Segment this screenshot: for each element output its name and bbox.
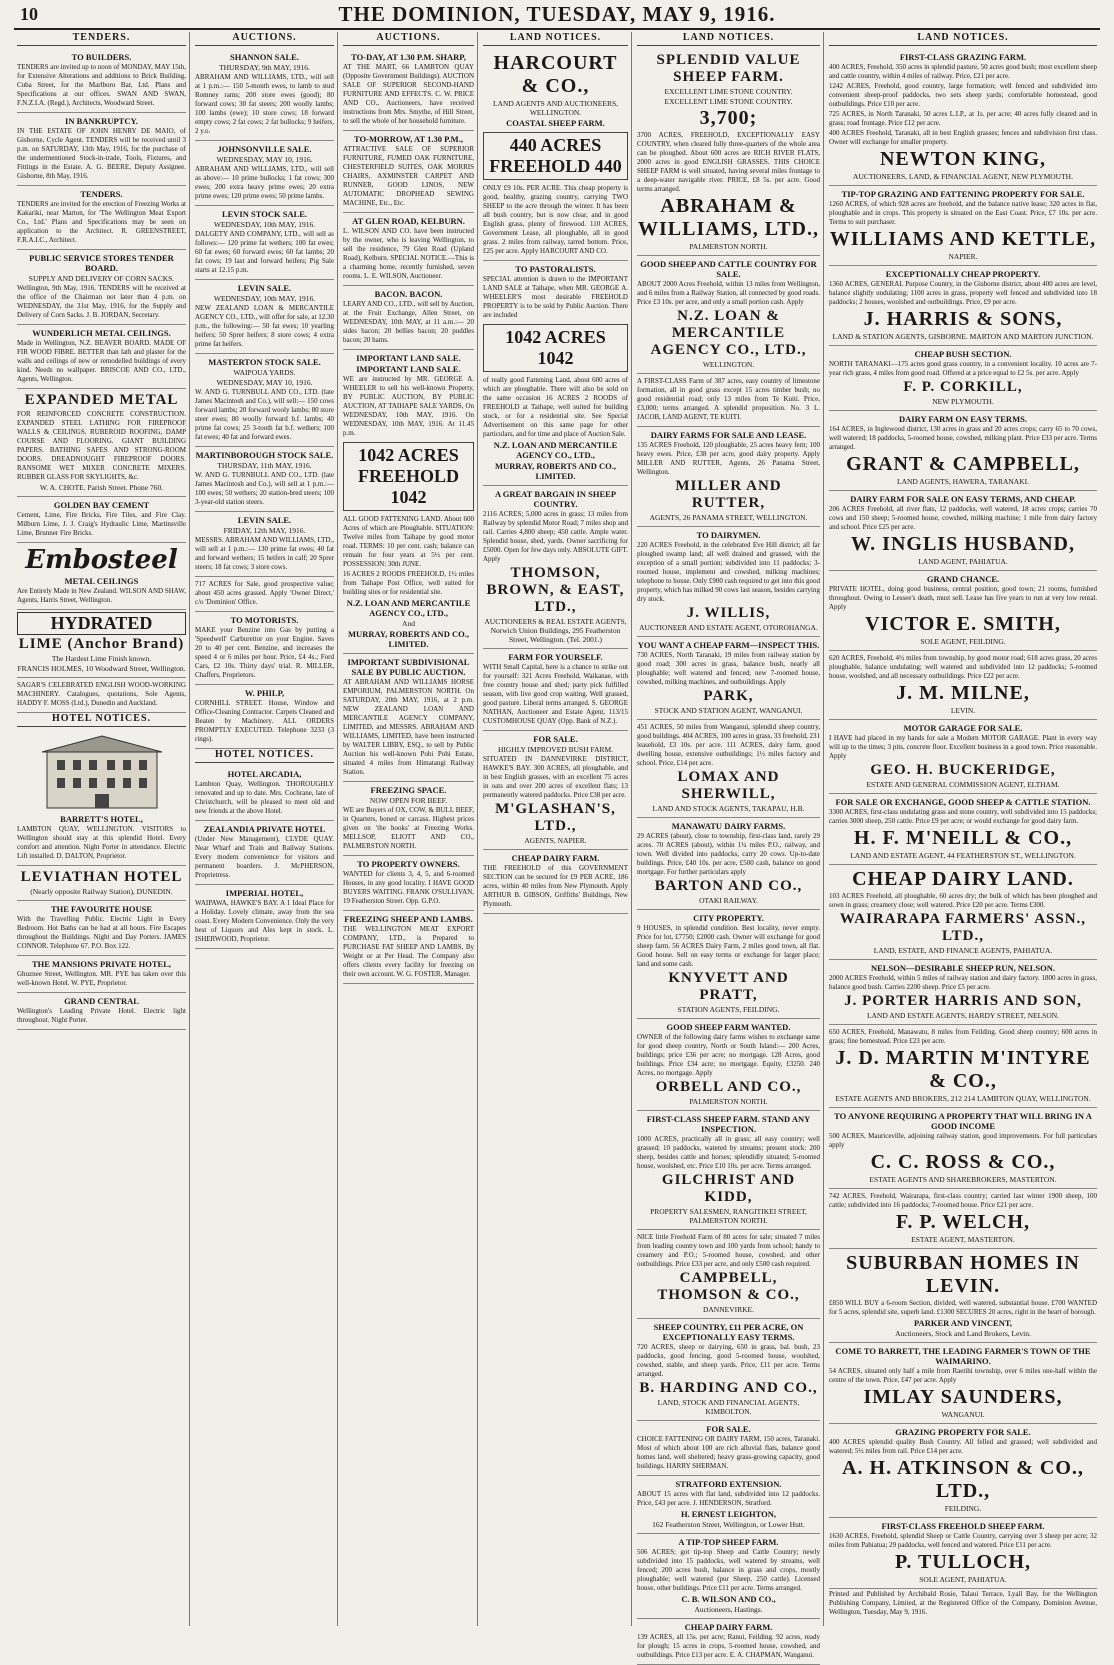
ad-arcadia: HOTEL ARCADIA, Lambton Quay, Wellington. THOROUGHLY renovated and up to date. Mrs. Cochrane, late of Christchurch, will be pleased to meet old and new friends at the above Hotel. xyxy=(195,766,334,821)
ad-hydrated-lime: HYDRATED LIME (Anchor Brand) The Hardest Lime Finish known. FRANCIS HOLMES, 10 Woodward Street, Wellington. xyxy=(17,610,186,678)
ad-dairymen: TO DAIRYMEN. 220 ACRES Freehold, in the celebrated Eve Hill district; all far ploughed swamp land; all well drained and grassed, with the exception of a small portion; subdivided into 11 paddocks; 3-roomed house, implement and cowshed, milking machines; telephone to house. Only £900 cash required to get into this good property, which has milked 90 cows last season, besides carrying dry stock. J. WILLIS, AUCTIONEER AND ESTATE AGENT, OTOROHANGA. xyxy=(637,527,820,637)
ad-levin-sale: LEVIN SALE. WEDNESDAY, 10th MAY, 1916. NEW ZEALAND LOAN & MERCANTILE AGENCY CO., LTD., will offer for sale, at 12.30 p.m., the following:— 50 fat ewes; 10 yearling heifers; 50 Sprer heifers; 8 store cows; 4 extra prime fat heifers. xyxy=(195,280,334,354)
ad-exchange-station: FOR SALE OR EXCHANGE, GOOD SHEEP & CATTLE STATION. 3300 ACRES, first-class undulating grass and stone country, well subdivided into 15 paddocks; carries 3000 sheep, 250 cattle. Price £9 per acre; or would exchange for good dairy farm. H. F. M'NEILL & CO., LAND AND ESTATE AGENT, 44 FEATHERSTON ST., WELLINGTON. xyxy=(829,794,1097,865)
ad-shannon-sale: SHANNON SALE. THURSDAY, 9th MAY, 1916. ABRAHAM AND WILLIAMS, LTD., will sell at 1 p.m.:— 150 5-month ewes, to lamb to stud Romney rams; 200 store ewes (good); 80 forward cows; 30 fat steers; 200 woolly lambs; 100 lambs (ewe); 10 store cows; 18 forward empty cows; 2 fat cows; 2 fat bullocks; 9 heifers, 2 y.o. xyxy=(195,49,334,141)
acres-box: 1042 ACRES FREEHOLD 1042 xyxy=(343,442,474,511)
ad-bush-farm: FOR SALE. HIGHLY IMPROVED BUSH FARM. SITUATED IN DANNEVIRKE DISTRICT, HAWKE'S BAY. 300 ACRES, all ploughable, and in best English grasses, with an excellent 75 acres in oats and over 200 acres of excellent flats; 13 permanently watered paddocks. Price £38 per acre. M'GLASHAN'S, LTD., AGENTS, NAPIER. xyxy=(483,731,628,850)
ad-important-land-sale: IMPORTANT LAND SALE. IMPORTANT LAND SALE. WE are instructed by MR. GEORGE A. WHEELER to sell his well-known Property, BY PUBLIC AUCTION, BY PUBLIC AUCTION, AT TAIHAPE SALE YARDS, On WEDNESDAY, 10th MAY, 1916. On WEDNESDAY, 10th MAY, 1916. At 11.45 p.m. 1042 ACRES FREEHOLD 1042 ALL GOOD FATTENING LAND. About 600 Acres of which are Ploughable. SITUATION: Twelve miles from Taihape by good motor road. TERMS: 10 per cent. cash; balance can remain for four years at 5½ per cent. POSSESSION: 30th JUNE. 16 ACRES 2 ROODS FREEHOLD, 1½ miles from Taihape Post Office, well suited for building sites or for residential site. N.Z. LOAN AND MERCANTILE AGENCY CO., LTD., And MURRAY, ROBERTS AND CO., LIMITED. xyxy=(343,350,474,654)
ad-expanded-metal: EXPANDED METAL FOR REINFORCED CONCRETE CONSTRUCTION. EXPANDED STEEL LATHING FOR FIREPROOF WALLS & CEILINGS. RUBEROID ROOFING, DAMP COURSE AND FLOORING. GIANT BUILDING PAPERS. BATHING SAFES AND STRONG-ROOM DOORS. DREADNOUGHT FIREPROOF DOORS. RANSOME WET MIXER CONCRETE MIXERS. RUBBER GLASS FOR SKYLIGHTS, &c. W. A. CHOTE. Parish Street. Phone 760. xyxy=(17,389,186,497)
ad-welch: 742 ACRES, Freehold, Wairarapa, first-class country; carried last winter 1900 sheep, 100 cattle; subdivided into 16 paddocks; 7-roomed house. Price £21 per acre. F. P. WELCH, ESTATE AGENT, MASTERTON. xyxy=(829,1189,1097,1249)
ad-cheap-dairy: CHEAP DAIRY FARM. 139 ACRES, all 15s. per acre; Ranui, Feilding. 92 acres, ready for plough; 15 acres in crops, 5-roomed house, cowshed, and outbuildings. Price £13 per acre. E. A. CHAPMAN, Wanganui. xyxy=(637,1619,820,1665)
ad-first-class-sheep: FIRST-CLASS SHEEP FARM. STAND ANY INSPECTION. 1000 ACRES, practically all in grass; all easy country; well grassed; 10 paddocks, watered by streams; present stock: 200 sheep, besides cattle and horses; splendidly situated; 5-roomed house, woolshed, etc. Price £10 10s. per acre. Terms arranged. GILCHRIST AND KIDD, PROPERTY SALESMEN, RANGITIKEI STREET, PALMERSTON NORTH. xyxy=(637,1111,820,1230)
ad-nelson-run: NELSON—DESIRABLE SHEEP RUN, NELSON. 2000 ACRES Freehold, within 5 miles of railway station and dairy factory. 1800 acres in grass, balance good bush. Carries 2200 sheep. Price £5 per acre. J. PORTER HARRIS AND SON, LAND AND ESTATE AGENTS, HARDY STREET, NELSON. xyxy=(829,960,1097,1025)
ad-suburban-homes: SUBURBAN HOMES IN LEVIN. £850 WILL BUY a 6-room Section, divided, well watered, substantial house. £700 WANTED for 5 acres, splendid site, superb land. £1300 SECURES 20 acres, right in the heart of borough. PARKER AND VINCENT, Auctioneers, Stock and Land Brokers, Levin. xyxy=(829,1249,1097,1343)
ad-good-income: TO ANYONE REQUIRING A PROPERTY THAT WILL BRING IN A GOOD INCOME 500 ACRES, Mauriceville, adjoining railway station, good improvements. For full particulars apply C. C. ROSS & CO., ESTATE AGENTS AND SHAREBROKERS, MASTERTON. xyxy=(829,1108,1097,1189)
newspaper-title: THE DOMINION, TUESDAY, MAY 9, 1916. xyxy=(338,2,776,26)
section-header: AUCTIONS. xyxy=(343,32,474,46)
ad-tiptop-grazing: TIP-TOP GRAZING AND FATTENING PROPERTY FOR SALE. 1260 ACRES, of which 928 acres are freehold, and the balance native lease; 320 acres in flat, ploughable and in crops. This property is situated on the East Coast. Price, £7 10s. per acre. Terms to suit purchaser. WILLIAMS AND KETTLE, NAPIER. xyxy=(829,186,1097,266)
ad-johnsonville-sale: JOHNSONVILLE SALE. WEDNESDAY, MAY 10, 1916. ABRAHAM AND WILLIAMS, LTD., will sell as above:— 10 prime bullocks; 1 fat cows; 300 ewes; 200 extra heavy prime ewes; 20 extra prime ewes; 120 prime ewes; 50 prime lambs. xyxy=(195,141,334,206)
ad-freehold-sheep: FIRST-CLASS FREEHOLD SHEEP FARM. 1630 ACRES, Freehold, splendid Sheep or Cattle Country, carrying over 3 sheep per acre; 32 miles from Pahiatua; 29 paddocks, well fenced and watered. Price £11 per acre. P. TULLOCH, SOLE AGENT, PAHIATUA. xyxy=(829,1518,1097,1589)
ad-lomax: 451 ACRES, 50 miles from Wanganui, splendid sheep country, good buildings. 404 ACRES, 100 acres in grass, 33 freehold, 231 leasehold, £3 10s. per acre. 111 ACRES, dairy farm, good dwelling house, extensive outbuildings; 1½ miles factory and school. Price, £14 per acre. LOMAX AND SHERWILL, LAND AND STOCK AGENTS, TAKAPAU, H.B. xyxy=(637,720,820,818)
ad-sagar: SAGAR'S CELEBRATED ENGLISH WOOD-WORKING MACHINERY. Catalogues, quotations, Sole Agents, HADDY F. MOSS (Ltd.), Dunedin and Auckland. xyxy=(17,678,186,713)
ad-grazing-property: GRAZING PROPERTY FOR SALE. 400 ACRES splendid quality Bush Country. All felled and grassed; well subdivided and watered; 5½ miles from rail. Price £14 per acre. A. H. ATKINSON & CO., LTD., FEILDING. xyxy=(829,1424,1097,1518)
ad-philp: W. PHILP, CORNHILL STREET. House, Window and Office-Cleaning Contractor. Carpets Cleaned and Beaten by Machinery. ALL ORDERS PROMPTLY EXECUTED. Telephone 3233 (3 rings). xyxy=(195,685,334,749)
ad-motor-garage: MOTOR GARAGE FOR SALE. I HAVE had placed in my hands for sale a Modern MOTOR GARAGE. Plant in every way will up to the times; 3 pits, concrete floor. Excellent business in a good town. Price reasonable. Apply GEO. H. BUCKERIDGE, ESTATE AND GENERAL COMMISSION AGENT, ELTHAM. xyxy=(829,720,1097,794)
ad-embosteel: Embosteel METAL CEILINGS Are Entirely Made in New Zealand. WILSON AND SHAW, Agents, Harris Street, Wellington. xyxy=(17,543,186,610)
column-land-1 xyxy=(480,32,632,1626)
printer-imprint: Printed and Published by Archibald Rosie, Talaui Terrace, Lyall Bay, for the Wellington Publishing Company, Limited, at the Registered Office of the Company, Dominion Avenue, Wellington, Tuesday, May 9, 1916. xyxy=(829,1590,1097,1616)
section-header: TENDERS. xyxy=(17,32,186,46)
masthead xyxy=(14,0,1100,30)
acres-box: 440 ACRES FREEHOLD 440 xyxy=(483,132,628,180)
ad-masterton-sale: MASTERTON STOCK SALE. WAIPOUA YARDS. WEDNESDAY, MAY 10, 1916. W. AND G. TURNBULL AND CO., LTD. (late James Macintosh and Co.), will sell:— 150 cows forward lambs; 20 forward wooly lambs; 80 store steer ewes; 80 woolly forward b.f. lambs; 40 prime fat cows; 25 3-tooth fat b.f. wethers; 100 fat ewes; 40 fat and forward ewes. xyxy=(195,354,334,447)
ad-imperial: IMPERIAL HOTEL, WAIPAWA, HAWKE'S BAY. A 1 Ideal Place for a Holiday. Lovely climate, away from the sea coast. Every Modern Convenience. Only the very best of Liquors and Ales kept in stock. L. ISHERWOOD, Proprietor. xyxy=(195,885,334,949)
ad-golden-bay: GOLDEN BAY CEMENT Cement, Lime, Fire Bricks, Fire Tiles, and Fire Clay. Milburn Lime, J. J. Craig's Hydraulic Lime, Martinsville Lime, Brunner Fire Bricks. xyxy=(17,497,186,543)
ad-great-bargain: A GREAT BARGAIN IN SHEEP COUNTRY. 2116 ACRES; 5,000 acres in grass; 13 miles from Railway by splendid Motor Road; 7 miles shop and rail. Carries 4,800 sheep; 450 cattle. Ample water. Splendid house, shed, yards. Owner sacrificing for £5000. Open for few days only. ABSOLUTE GIFT. Apply THOMSON, BROWN, & EAST, LTD., AUCTIONEERS & REAL ESTATE AGENTS, Norwich Union Buildings, 295 Featherston Street, Wellington. (Tel. 2001.) xyxy=(483,486,628,649)
ad-martin-mintyre: 650 ACRES, Freehold, Manawatu, 8 miles from Feilding. Good sheep country; 600 acres in grass; fine homestead. Price £23 per acre. J. D. MARTIN M'INTYRE & CO., ESTATE AGENTS AND BROKERS, 212 214 LAMBTON QUAY, WELLINGTON. xyxy=(829,1025,1097,1108)
ad-martinborough-sale: MARTINBOROUGH STOCK SALE. THURSDAY, 11th MAY, 1916. W. AND G. TURNBULL AND CO., LTD. (late James Macintosh and Co.), will sell at 1 p.m.:— 100 ewes; 50 wethers; 20 station-bred steers; 100 3-year-old station steers. xyxy=(195,447,334,512)
ad-farm-for-yourself: FARM FOR YOURSELF. WITH Small Capital, here is a chance to strike out for yourself: 321 Acres Freehold, Waikanae, with free country house and shed; party pick fulfilled season, with live good crop waiting. Well grassed, good pasture. Liberal terms arranged. S. GEORGE NATHAN, Auctioneer and Estate Agent, 113/15 CUSTOMHOUSE QUAY (Opp. Bank of N.Z.). xyxy=(483,649,628,731)
ad-stratford: STRATFORD EXTENSION. ABOUT 15 acres with flat land, subdivided into 12 paddocks. Price, £43 per acre. J. HENDERSON, Stratford. H. ERNEST LEIGHTON, 162 Featherston Street, Wellington, or Lower Hutt. xyxy=(637,1476,820,1534)
ad-good-sheep-country: GOOD SHEEP AND CATTLE COUNTRY FOR SALE. ABOUT 2000 Acres Freehold, within 13 miles from Wellington, and 6 miles from a Railway Station, all connected by good roads. Price £3 10s. per acre, and only a small portion cash. Apply N.Z. LOAN & MERCANTILE AGENCY CO., LTD., WELLINGTON. xyxy=(637,256,820,374)
ad-grand-chance: GRAND CHANCE. PRIVATE HOTEL, doing good business, central position, good town; 21 rooms, furnished throughout. Owing to Lessee's death, must sell. Lease has five years to run at very low rental. Apply VICTOR E. SMITH, SOLE AGENT, FEILDING. xyxy=(829,571,1097,651)
ad-motorists: TO MOTORISTS. MAKE your Benzine into Gas by putting a 'Speedwell' Carburettor on your Engine. Saves 20 to 40 per cent. Benzine, and increases the speed 4 or 6 miles per hour. Price, £4 4s.; Ford Cars, £2 10s. Thirty days' trial. R. MILLER, Chaffers, Proprietors. xyxy=(195,612,334,685)
column-land-3 xyxy=(826,32,1100,1626)
ad-tiptop-sheep: A TIP-TOP SHEEP FARM. 506 ACRES; got tip-top Sheep and Cattle Country; newly subdivided into 15 paddocks, well watered by streams, well fenced; 200 acres bush, balance in grass and crops, mostly ploughable; well watered (pur Sheep, 250 cattle). Licensed house, other buildings. Price £11 per acre. Terms arranged. C. B. WILSON AND CO., Auctioneers, Hastings. xyxy=(637,1534,820,1619)
section-header-hotels: HOTEL NOTICES. xyxy=(17,713,186,727)
ad-freezing-sheep: FREEZING SHEEP AND LAMBS. THE WELLINGTON MEAT EXPORT COMPANY, LTD., is Prepared to PURCHASE FAT SHEEP AND LAMBS, By Weight or at Per Head. The Company also offers clients every facility for freezing on their own account. W. G. FOSTER, Manager. xyxy=(343,911,474,984)
embosteel-logo: Embosteel xyxy=(25,545,178,575)
page-number: 10 xyxy=(20,4,38,24)
ad-barretts-hotel: BARRETT'S HOTEL, LAMBTON QUAY, WELLINGTON. VISITORS to Wellington should stay at this splendid Hotel. Every comfort and attention. Night Porter in attendance. Electric Lift installed. D. DALTON, Proprietor. xyxy=(17,730,186,866)
ad-cheap-dairy-farm: CHEAP DAIRY FARM. THE FREEHOLD of this GOVERNMENT SECTION can be secured for £9 PER ACRE, 186 acres, within 40 miles from New Plymouth. Apply ARTHUR B. GIBSON, Griffiths' Buildings, New Plymouth. xyxy=(483,850,628,914)
ad-dairy-farms-lease: DAIRY FARMS FOR SALE AND LEASE. 135 ACRES Freehold, 120 ploughable, 25 acres heavy fern; 100 heavy ewes. Price, £38 per acre, good dairy property. Apply MILLER AND RUTTER, Agents, 26 Panama Street, Wellington. MILLER AND RUTTER, AGENTS, 26 PANAMA STREET, WELLINGTON. xyxy=(637,427,820,527)
ad-dairy-easy-terms: DAIRY FARM ON EASY TERMS. 164 ACRES, in Inglewood district, 130 acres in grass and 20 acres crops; carry 65 to 70 cows, well watered; 18 paddocks, 5-roomed house, cowshed, milking plant. Price £33 per acre. Terms arranged. GRANT & CAMPBELL, LAND AGENTS, HAWERA, TARANAKI. xyxy=(829,411,1097,491)
ad-today-sale: TO-DAY, AT 1.30 P.M. SHARP, AT THE MART, 66 LAMBTON QUAY (Opposite Government Buildings). AUCTION SALE OF SUPERIOR SECOND-HAND FURNITURE AND EFFECTS. C. W. PRICE AND CO., Auctioneers, have received instructions from Mrs. Smythe, of Hill Street, to sell the whole of her household furniture. xyxy=(343,49,474,131)
column-auctions-1 xyxy=(192,32,338,1626)
section-header: LAND NOTICES. xyxy=(637,32,820,46)
ad-freezing-works: TENDERS. TENDERS are invited for the erection of Freezing Works at Kakariki, near Marton, for 'The Wellington Meat Export Co., Ltd.' Plans and Specifications may be seen on application to the Architect. R. GREENSTREET, F.R.A.I.C., Architect. xyxy=(17,186,186,250)
ad-dairy-cheap: DAIRY FARM FOR SALE ON EASY TERMS, AND CHEAP. 206 ACRES Freehold, all river flats, 12 paddocks, well watered, 18 acres crops; carries 70 cows and 150 sheep; 5-roomed house, cowshed, milking machine; 1 mile from dairy factory and school. Price £25 per acre. W. INGLIS HUSBAND, LAND AGENT, PAHIATUA. xyxy=(829,491,1097,571)
ad-waimarino: COME TO BARRETT, THE LEADING FARMER'S TOWN OF THE WAIMARINO. 54 ACRES, situated only half a mile from Raetihi township, over 6 miles one-half within the centre of the town. Price, £47 per acre. Apply IMLAY SAUNDERS, WANGANUI. xyxy=(829,1343,1097,1424)
ad-harcourt: HARCOURT & CO., LAND AGENTS AND AUCTIONEERS, WELLINGTON. COASTAL SHEEP FARM. 440 ACRES FREEHOLD 440 ONLY £9 10s. PER ACRE. This cheap property is good, healthy, grazing country, carrying TWO SHEEP to the acre through the winter. It has been all bush country, but is now clear, and in good English grass, plenty of firewood. 110 ACRES, Government Lease, all ploughable, all in good grass. 2 miles from railway, tarred bottom. Price, £25 per acre. Apply HARCOURT AND CO. xyxy=(483,49,628,261)
ad-cheap-bush: CHEAP BUSH SECTION. NORTH TARANAKI—175 acres good grass country, in a convenient locality. 10 acres are 7-year rich grass, 4 miles from good road. Offered at a price equal to £2 5s. per acre. Apply F. P. CORKILL, NEW PLYMOUTH. xyxy=(829,346,1097,411)
ad-cheap-farm: YOU WANT A CHEAP FARM—INSPECT THIS. 730 ACRES, North Taranaki, 19 miles from railway station by good road; 300 acres in grass, balance bush, nearly all ploughable; well watered and fenced; new 7-roomed house, cowshed, milking machines, and outbuildings. Apply PARK, STOCK AND STATION AGENT, WANGANUI. xyxy=(637,637,820,720)
ad-bankruptcy: IN BANKRUPTCY. IN THE ESTATE OF JOHN HENRY DE MAIO, of Gisborne, Cycle Agent. TENDERS will be received until 3 p.m. on SATURDAY, 13th May, 1916, for the purchase of the undermentioned Stock-in-trade, Tools, Fixtures, and Fittings in the Estate. A. G. BEERE, Deputy Assignee. Gisborne, 8th May, 1916. xyxy=(17,113,186,186)
ad-builders: TO BUILDERS. TENDERS are invited up to noon of MONDAY, MAY 15th, for Extensive Alterations and additions to Brick Building, Cuba Street, for the Marlboro Bar, Ltd. Plans and Specifications at our offices. SWAN AND SWAN, F.N.Z.I.A. (Regd.), Architects, Woodward Street. xyxy=(17,49,186,113)
ad-glen-road: AT GLEN ROAD, KELBURN. L. WILSON AND CO. have been instructed by the owner, who is leaving Wellington, to sell the residence, 79 Glen Road (Upland Road), Kelburn. SPECIAL NOTICE.—This is a charming home, recently furnished, seven rooms. L. E. WILSON, Auctioneer. xyxy=(343,213,474,286)
ad-manawatu: MANAWATU DAIRY FARMS. 29 ACRES (about), close to township, first-class land, rarely 29 acres. 70 ACRES (about), within 1¼ miles P.O., railway, and town. Well divided into paddocks, carry 20 cows. Up-to-date buildings. Price, £40 10s. per acre, £500 cash, balance on good mortgage. For further particulars apply BARTON AND CO., OTAKI RAILWAY. xyxy=(637,818,820,910)
ad-freezing-space: FREEZING SPACE. NOW OPEN FOR BEEF. WE are Buyers of OX, COW, & BULL BEEF, in Quarters, boned or carcass. Highest prices given on 'the hooks' at Freezing Works. MELLSOP, ELIOTT AND CO., PALMERSTON NORTH. xyxy=(343,782,474,856)
ad-grazing-farm: FIRST-CLASS GRAZING FARM. 400 ACRES, Freehold, 350 acres in splendid pasture, 50 acres good bush; most excellent sheep and cattle country, within 4 miles of railway. Price, £21 per acre. 1242 ACRES, Freehold, good country, large formation; well fenced and subdivided into convenient sheep-proof paddocks, two sets sheep yards; comfortable homestead, good outbuildings. Price £10 per acre. 725 ACRES, in North Taranaki, 50 acres L.I.P., at 1s. per acre; 40 acres fully cleared and in grass; road frontage. Price £12 per acre. 400 ACRES Freehold, Taranaki, all in best English grasses; fences and subdivision first class. Owner will exchange for smaller property. NEWTON KING, AUCTIONEERS, LAND, & FINANCIAL AGENT, NEW PLYMOUTH. xyxy=(829,49,1097,186)
ad-public-service: PUBLIC SERVICE STORES TENDER BOARD. SUPPLY AND DELIVERY OF CORN SACKS. Wellington, 9th May, 1916. TENDERS will be received at the office of the Chairman not later than 4 p.m. on WEDNESDAY, the 31st May, 1916, for the Supply and Delivery of Corn Sacks. J. B. JORDAN, Secretary. xyxy=(17,250,186,325)
section-header: AUCTIONS. xyxy=(195,32,334,46)
ad-wunderlich: WUNDERLICH METAL CEILINGS. Made in Wellington, N.Z. BEAVER BOARD. MADE OF FIR WOOD FIBRE. BETTER than lath and plaster for the walls and ceilings of new or remodelled buildings of every kind. Needs no wallpaper. BRISCOE AND CO., LTD., Agents, Wellington. xyxy=(17,325,186,389)
ad-mansions: THE MANSIONS PRIVATE HOTEL, Ghuznee Street, Wellington. MR. PYE has taken over this well-known Hotel. W. PYE, Proprietor. xyxy=(17,956,186,993)
ad-bacon: BACON. BACON. LEARY AND CO., LTD., will sell by Auction, at the Fruit Exchange, Allen Street, on WEDNESDAY, 10th MAY, at 11 a.m.:— 20 sides bacon; 20 bellies bacon; 20 puddles bacon; 20 hams. xyxy=(343,286,474,350)
ad-grand-central: GRAND CENTRAL Wellington's Leading Private Hotel. Electric light throughout. Night Porter. xyxy=(17,993,186,1030)
ad-city-property: CITY PROPERTY. 9 HOUSES, in splendid condition. Best locality, never empty. Price for lot, £7750; £2000 cash. Owner will exchange for good sheep farm. 56 ACRES Dairy Farm, 2 miles good town, all flat. Good house. Sell on easy terms or exchange for larger place; land and some cash. KNYVETT AND PRATT, STATION AGENTS, FEILDING. xyxy=(637,910,820,1019)
ad-favourite-house: THE FAVOURITE HOUSE With the Travelling Public. Electric Light in Every Bedroom. Hot Baths can be had at all hours. Fire Escapes throughout the Buildings. Night and Day Porters. JAMES CONNOR. Telephone 67. P.O. Box 122. xyxy=(17,901,186,956)
ad-zealandia: ZEALANDIA PRIVATE HOTEL (Under New Management), CLYDE QUAY. Near Wharf and Train and Railway Stations. Every modern convenience for visitors and permanent boarders. J. McPHERSON, Proprietress. xyxy=(195,821,334,885)
ad-exceptionally-cheap: EXCEPTIONALLY CHEAP PROPERTY. 1360 ACRES, GENERAL Purpose Country, in the Gisborne district, about 400 acres are level, balance slightly undulating; 1100 acres in grass, property well fenced and subdivided into 18 paddocks; 2 houses, woolshed and outbuildings. Price, £9 per acre. J. HARRIS & SONS, LAND & STATION AGENTS, GISBORNE. MARTON AND MARTON JUNCTION. xyxy=(829,266,1097,346)
section-header: LAND NOTICES. xyxy=(829,32,1097,46)
ad-sheep-farm-wanted: GOOD SHEEP FARM WANTED. OWNER of the following dairy farms wishes to exchange same for good sheep country, North or South Island:— 200 Acres, buildings; price £36 per acre; no mortgage. 128 Acres, good buildings. Price £34 acre; no mortgage. Equity, £3250. 240 Acres, no mortgage. Apply ORBELL AND CO., PALMERSTON NORTH. xyxy=(637,1019,820,1111)
ad-cheap-dairy-land: CHEAP DAIRY LAND. 103 ACRES Freehold, all ploughable, 60 acres dry; the bulk of which has been ploughed and sown in grass; creamery close; well watered. Price £20 per acre. Terms £300. WAIRARAPA FARMERS' ASSN., LTD., LAND, ESTATE, AND FINANCE AGENTS, PAHIATUA. xyxy=(829,865,1097,960)
ad-sheep-country: SHEEP COUNTRY, £11 PER ACRE, ON EXCEPTIONALLY EASY TERMS. 720 ACRES, sheep or dairying, 650 in grass, bal. bush, 23 paddocks, good fencing, good 5-roomed house, woolshed, cowshed, stable, and sheep yards. Price, £11 per acre. Terms arranged. B. HARDING AND CO., LAND, STOCK AND FINANCIAL AGENTS, KIMBOLTON. xyxy=(637,1319,820,1421)
ad-leviathan: LEVIATHAN HOTEL (Nearly opposite Railway Station), DUNEDIN. xyxy=(17,866,186,901)
ad-splendid-sheep-farm: SPLENDID VALUE SHEEP FARM. EXCELLENT LIME STONE COUNTRY. EXCELLENT LIME STONE COUNTRY. 3,700; 3700 ACRES, FREEHOLD, EXCEPTIONALLY EASY COUNTRY, when cleared fully three-quarters of the whole area can be ploughed. About 600 acres are RICH RIVER FLATS, 2000 acres in good ENGLISH GRASSES. THIS CHOICE SHEEP FARM is well situated, having several miles frontage to a deep-water navigable river. PRICE, £8 5s. per acre. Good terms arranged. ABRAHAM & WILLIAMS, LTD., PALMERSTON NORTH. xyxy=(637,49,820,256)
ad-nice-little-farm: NICE little Freehold Farm of 80 acres for sale; situated 7 miles from leading country town and 100 yards from school; handy to creamery and P.O.; 5-roomed house, cowshed, and other outbuildings. Price £33 per acre, and only £500 cash required. CAMPBELL, THOMSON & CO., DANNEVIRKE. xyxy=(637,1230,820,1319)
column-auctions-2 xyxy=(340,32,478,1626)
acres-box: 1042 ACRES 1042 xyxy=(483,324,628,372)
ad-property-owners: TO PROPERTY OWNERS. WANTED for clients 3, 4, 5, and 6-roomed Houses, in any good locality. I HAVE GOOD BUYERS WAITING. FRANK O'SULLIVAN, 19 Featherston Street. Opp. G.P.O. xyxy=(343,856,474,911)
ad-fattening-farm: FOR SALE. CHOICE FATTENING OR DAIRY FARM, 150 acres, Taranaki. Most of which about 100 are rich alluvial flats, balance good homes land, well sheltered; heavy grass-growing capacity, good buildings. HARRY SHERMAN. xyxy=(637,1421,820,1476)
hotel-building-illustration xyxy=(27,734,177,812)
ad-subdivisional-sale: IMPORTANT SUBDIVISIONAL SALE BY PUBLIC AUCTION. AT ABRAHAM AND WILLIAMS HORSE EMPORIUM, PALMERSTON NORTH. On SATURDAY, 20th MAY, 1916, at 2 p.m. NEW ZEALAND LOAN AND MERCANTILE AGENCY COMPANY, LIMITED, and MESSRS. ABRAHAM AND WILLIAMS, LIMITED, have been instructed by WALTER LIBBY, ESQ., to sell by Public Auction his well-known Pohi Pohi Estate, situated 4 miles from Himatangi Railway Station. xyxy=(343,654,474,782)
ad-levin-friday-sale: LEVIN SALE. FRIDAY, 12th MAY, 1916. MESSRS. ABRAHAM AND WILLIAMS, LTD., will sell at 1 p.m.:— 130 prime fat ewes; 40 fat and forward wethers; 15 heifers in calf; 20 Sprer steers; 18 fat cows; 3 store cows. xyxy=(195,512,334,577)
column-tenders xyxy=(14,32,190,1626)
ad-milne: 620 ACRES, Freehold, 4½ miles from township, by good motor road; 618 acres grass, 20 acres ploughable, balance undulating; well watered and subdivided into 12 paddocks; 5-roomed house, woolshed, and all necessary outbuildings. Price £22 per acre. J. M. MILNE, LEVIN. xyxy=(829,651,1097,720)
ad-pastoralists: TO PASTORALISTS. SPECIAL attention is drawn to the IMPORTANT LAND SALE at Taihape, when MR. GEORGE A. WHEELER'S most desirable FREEHOLD PROPERTY is to be sold by Public Auction. There are included 1042 ACRES 1042 of really good Fattening Land, about 600 acres of which are ploughable. There will also be sold on the same occasion 16 ACRES 2 ROODS of FREEHOLD at Taihape, well suited for building stock, or for a residential site. See Special Advertisement on this same page for other particulars, and for time and place of Auction Sale. N.Z. LOAN AND MERCANTILE AGENCY CO., LTD., MURRAY, ROBERTS AND CO., LIMITED. xyxy=(483,261,628,486)
column-land-2 xyxy=(634,32,824,1659)
ad-tomorrow-sale: TO-MORROW, AT 1.30 P.M., ATTRACTIVE SALE OF SUPERIOR FURNITURE, FUMED OAK FURNITURE, CHESTERFIELD SUITES, OAK MORRIS CHAIRS, AXMINSTER CARPET AND RUNNER, GOOD LINOS, NEW AUTOMATIC DROPHEAD SEWING MACHINE, Etc., Etc. xyxy=(343,131,474,213)
ad-jacob: A FIRST-CLASS Farm of 387 acres, easy country of limestone formation, all in good grass except 15 acres timber bush; no good residential road; only 13 miles from Te Kuiti. Price, £3,000; terms arranged. A splendid proposition. No. 3 L. JACOB, LAND AGENT, TE KUITI. xyxy=(637,374,820,427)
section-header: LAND NOTICES. xyxy=(483,32,628,46)
ad-levin-stock-sale: LEVIN STOCK SALE. WEDNESDAY, 10th MAY, 1916. DALGETY AND COMPANY, LTD., will sell as follows:— 120 prime fat wethers; 100 fat ewes; 60 fat ewes; 60 forward ewes; 60 fat lambs; 20 fat cows; 19 last and forward heifers; Pig Sale starts at 12.15 p.m. xyxy=(195,206,334,280)
ad-prospective: 717 ACRES for Sale, good prospective value; about 450 acres grassed. Apply 'Owner Direct,' c/o 'Dominion' Office. xyxy=(195,577,334,612)
section-header-hotels: HOTEL NOTICES. xyxy=(195,749,334,763)
